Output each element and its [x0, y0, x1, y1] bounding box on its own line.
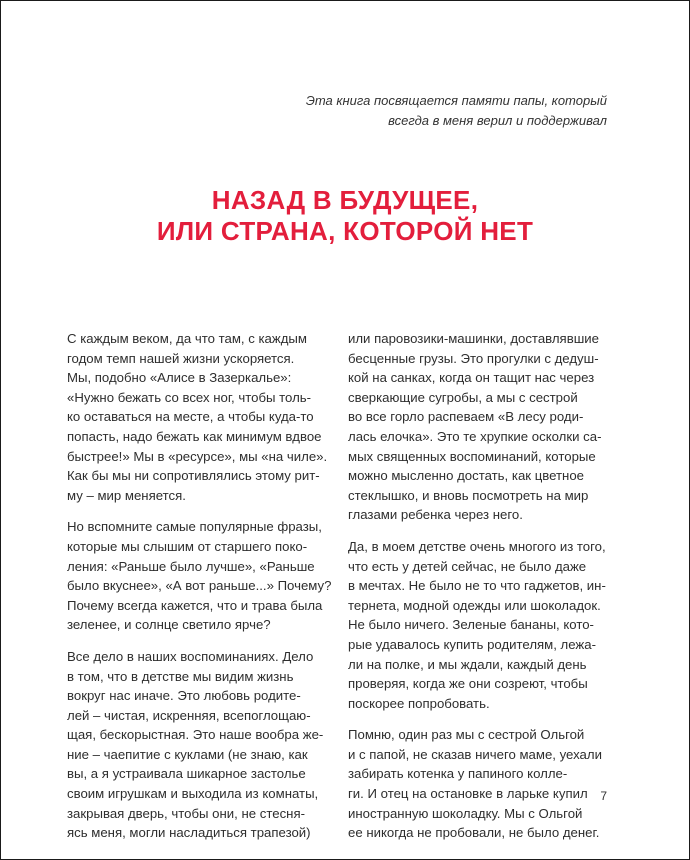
- text-line: ления: «Раньше было лучше», «Раньше: [67, 558, 315, 574]
- text-line: сверкающие сугробы, а мы с сестрой: [348, 389, 578, 405]
- text-line: рые удавалось купить родителям, лежа-: [348, 636, 596, 652]
- text-line: Как бы мы ни сопротивлялись этому рит-: [67, 468, 320, 484]
- text-line: попасть, надо бежать как минимум вдвое: [67, 428, 322, 444]
- text-line: Но вспомните самые популярные фразы,: [67, 519, 322, 535]
- left-text-column: [67, 329, 335, 855]
- text-line: закрывая дверь, чтобы они, не стесня-: [67, 805, 305, 821]
- chapter-title-line: ИЛИ СТРАНА, КОТОРОЙ НЕТ: [156, 216, 534, 246]
- text-line: зеленее, и солнце светило ярче?: [67, 617, 271, 633]
- text-line: забирать котенка у папиного колле-: [348, 766, 568, 782]
- text-line: ли на полке, и мы ждали, каждый день: [348, 656, 587, 672]
- text-line: му – мир меняется.: [67, 487, 186, 503]
- chapter-title-line: НАЗАД В БУДУЩЕЕ,: [211, 185, 479, 215]
- paragraph: [348, 537, 616, 713]
- text-line: Да, в моем детстве очень многого из того,: [348, 538, 606, 554]
- text-line: лась елочка». Это те хрупкие осколки са-: [348, 428, 602, 444]
- text-line: ние – чаепитие с куклами (не знаю, как: [67, 746, 308, 762]
- text-line: и с папой, не сказав ничего маме, уехали: [348, 746, 602, 762]
- paragraph: [67, 517, 335, 635]
- text-line: тернета, модной одежды или шоколадок.: [348, 597, 601, 613]
- text-line: вокруг нас иначе. Это любовь родите-: [67, 688, 301, 704]
- text-line: мых священных воспоминаний, которые: [348, 448, 596, 464]
- text-line: в мечтах. Не было не то что гаджетов, ин-: [348, 578, 606, 594]
- text-line: Мы, подобно «Алисе в Зазеркалье»:: [67, 370, 292, 386]
- text-line: Не было ничего. Зеленые бананы, кото-: [348, 617, 594, 633]
- text-line: Помню, один раз мы с сестрой Ольгой: [348, 727, 585, 743]
- text-line: поскорее попробовать.: [348, 695, 490, 711]
- text-line: в том, что в детстве мы видим жизнь: [67, 668, 294, 684]
- dedication-line: Эта книга посвящается памяти папы, который: [305, 93, 607, 108]
- text-line: годом темп нашей жизни ускоряется.: [67, 350, 295, 366]
- text-line: было вкуснее», «А вот раньше...» Почему?: [67, 578, 332, 594]
- text-line: быстрее!» Мы в «ресурсе», мы «на чиле».: [67, 448, 328, 464]
- text-line: что есть у детей сейчас, не было даже: [348, 558, 587, 574]
- paragraph: [348, 329, 616, 525]
- text-line: кой на санках, когда он тащит нас через: [348, 370, 595, 386]
- chapter-title: [1, 185, 689, 247]
- text-line: проверяя, когда же они созреют, чтобы: [348, 676, 588, 692]
- text-line: своим игрушкам и выходила из комнаты,: [67, 786, 319, 802]
- dedication-line: всегда в меня верил и поддерживал: [388, 113, 607, 128]
- paragraph: [67, 647, 335, 843]
- text-line: С каждым веком, да что там, с каждым: [67, 331, 307, 346]
- text-line: Все дело в наших воспоминаниях. Дело: [67, 648, 314, 664]
- text-line: ги. И отец на остановке в ларьке купил: [348, 786, 588, 802]
- paragraph: [67, 329, 335, 505]
- dedication: [277, 91, 607, 131]
- text-line: вы, а я устраивала шикарное застолье: [67, 766, 306, 782]
- text-line: иностранную шоколадку. Мы с Ольгой: [348, 805, 583, 821]
- text-line: ее никогда не пробовали, не было денег.: [348, 825, 600, 841]
- text-line: ясь меня, могли насладиться трапезой): [67, 825, 311, 841]
- text-line: бесценные грузы. Это прогулки с дедуш-: [348, 350, 599, 366]
- text-line: «Нужно бежать со всех ног, чтобы толь-: [67, 389, 312, 405]
- text-line: стеклышко, и вновь посмотреть на мир: [348, 487, 589, 503]
- page-number: 7: [600, 789, 607, 803]
- text-line: щая, бескорыстная. Это наше вообра же-: [67, 727, 324, 743]
- text-line: во все горло распеваем «В лесу роди-: [348, 409, 584, 425]
- paragraph: [348, 725, 616, 843]
- right-text-column: [348, 329, 616, 855]
- text-line: лей – чистая, искренняя, всепоглощаю-: [67, 707, 311, 723]
- text-line: ко оставаться на месте, а чтобы куда-то: [67, 409, 314, 425]
- text-line: которые мы слышим от старшего поко-: [67, 538, 308, 554]
- text-line: можно мысленно достать, как цветное: [348, 468, 585, 484]
- text-line: Почему всегда кажется, что и трава была: [67, 597, 323, 613]
- text-line: глазами ребенка через него.: [348, 507, 523, 523]
- text-line: или паровозики-машинки, доставлявшие: [348, 331, 599, 346]
